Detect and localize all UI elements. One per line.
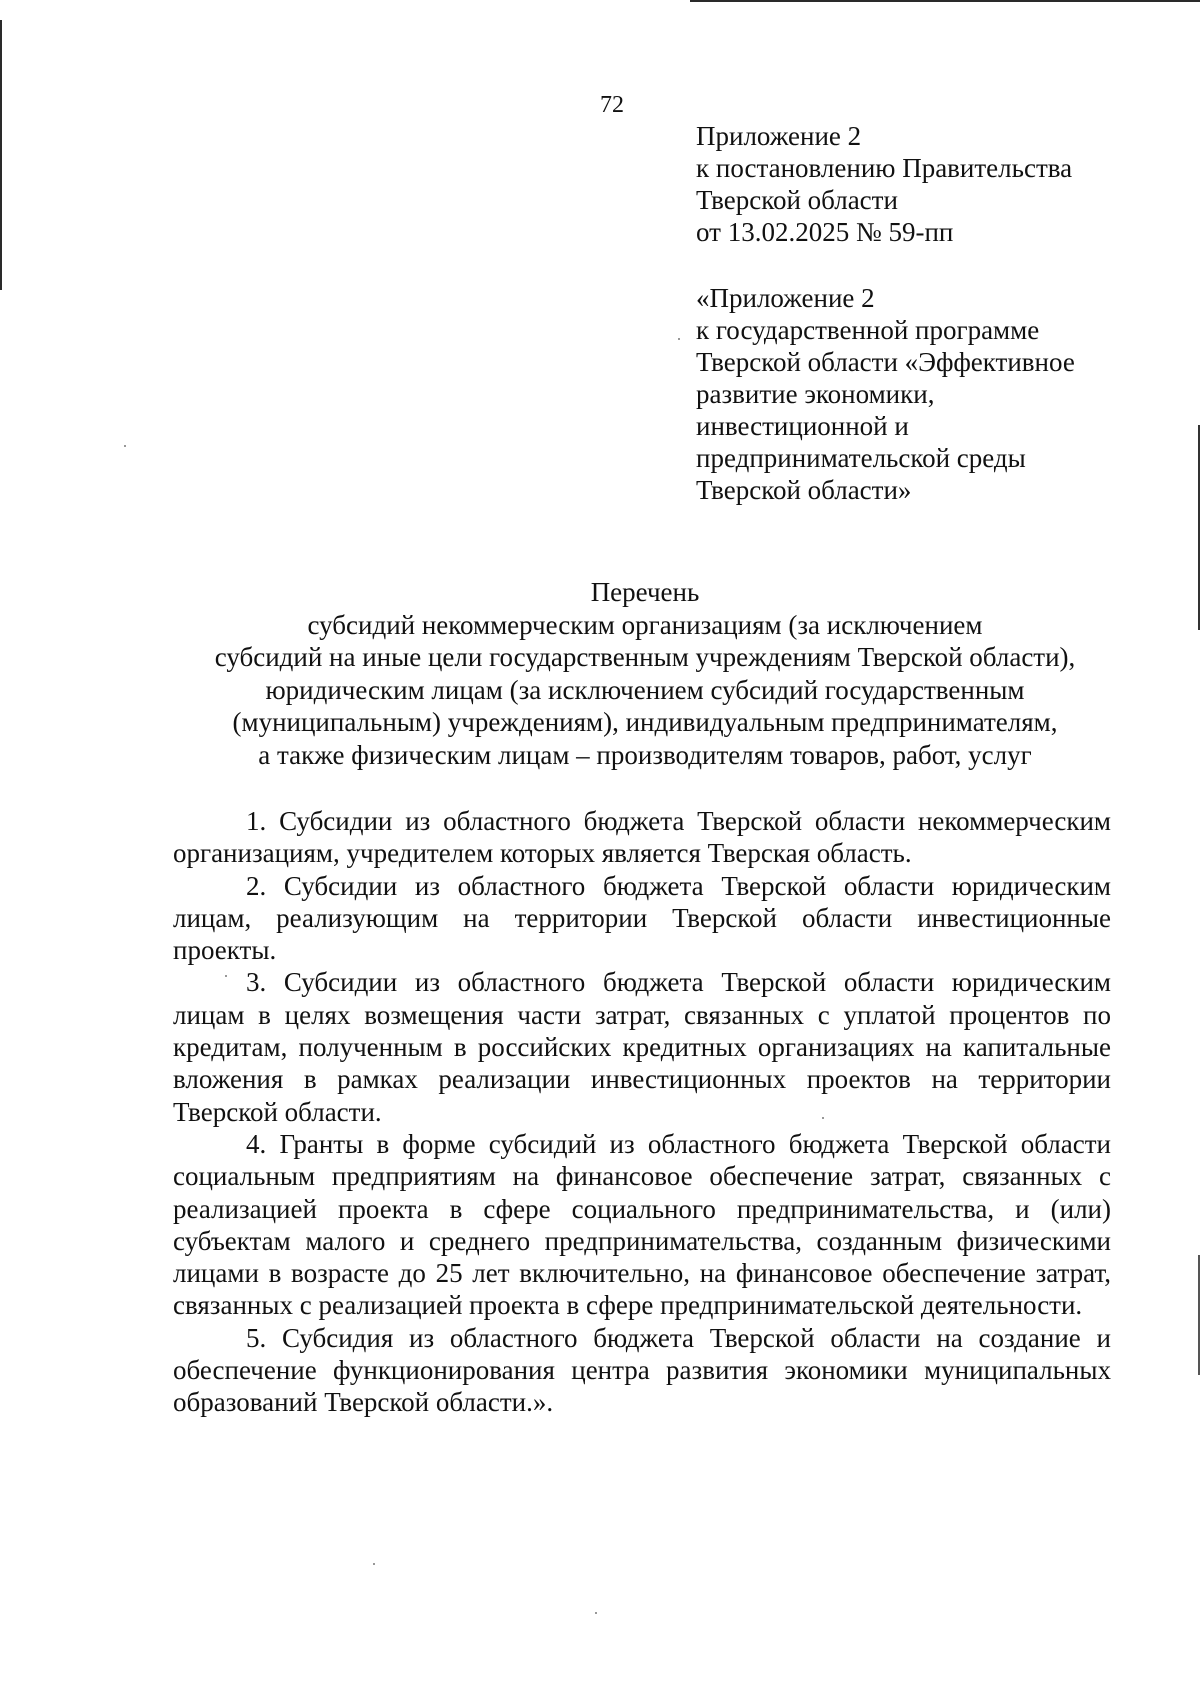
- program-annex-line: развитие экономики,: [696, 379, 935, 409]
- scan-edge-top: [690, 0, 1200, 2]
- program-annex-line: Тверской области «Эффективное: [696, 347, 1075, 377]
- scan-speck: [678, 338, 680, 340]
- scan-speck: [373, 1563, 375, 1565]
- scan-speck: [595, 1612, 597, 1614]
- subsidy-list: [173, 805, 1111, 1419]
- list-item: 5. Субсидия из областного бюджета Тверской области на создание и обеспечение функционирования центра развития экономики муниципальных образований Тверской области.».: [173, 1322, 1111, 1418]
- page-number: 72: [600, 92, 624, 118]
- program-annex-line: к государственной программе: [696, 315, 1040, 345]
- program-annex-line: предпринимательской среды: [696, 443, 1026, 473]
- program-annex-line: «Приложение 2: [696, 283, 875, 313]
- annex-header-line: к постановлению Правительства: [696, 153, 1073, 183]
- heading-line: субсидий на иные цели государственным учреждениям Тверской области),: [214, 642, 1076, 672]
- program-annex-line: инвестиционной и: [696, 411, 909, 441]
- heading-title: Перечень: [590, 577, 700, 607]
- scan-speck: [124, 445, 126, 447]
- document-heading: [170, 576, 1120, 771]
- heading-line: субсидий некоммерческим организациям (за исключением: [307, 609, 983, 640]
- heading-line: а также физическим лицам – производителям товаров, работ, услуг: [258, 739, 1032, 770]
- list-item: 1. Субсидии из областного бюджета Тверской области некоммерческим организациям, учредителем которых является Тверская область.: [173, 806, 1111, 869]
- list-item: 4. Гранты в форме субсидий из областного бюджета Тверской области социальным предприятиям на финансовое обеспечение затрат, связанных с реализацией проекта в сфере социального предпринимательства, и (или) субъектам малого и среднего предпринимательства, созданным физическими лицами в возрасте до 25 лет включительно, на финансовое обеспечение затрат, связанных с реализацией проекта в сфере предпринимательской деятельности.: [173, 1128, 1111, 1321]
- annex-header-line: Приложение 2: [696, 121, 862, 151]
- annex-header-line: от 13.02.2025 № 59-пп: [696, 217, 954, 247]
- heading-line: юридическим лицам (за исключением субсидий государственным: [265, 674, 1025, 705]
- list-item: 3. Субсидии из областного бюджета Тверской области юридическим лицам в целях возмещения части затрат, связанных с уплатой процентов по кредитам, полученным в российских кредитных организациях на капитальные вложения в рамках реализации инвестиционных проектов на территории Тверской области.: [173, 967, 1111, 1127]
- annex-header-line: Тверской области: [696, 185, 898, 215]
- scan-edge-left: [0, 20, 2, 290]
- program-annex-header: [696, 282, 1176, 506]
- program-annex-line: Тверской области»: [696, 475, 912, 505]
- annex-header: [696, 120, 1176, 248]
- heading-line: (муниципальным) учреждениям), индивидуальным предпринимателям,: [232, 707, 1058, 737]
- list-item: 2. Субсидии из областного бюджета Тверской области юридическим лицам, реализующим на территории Тверской области инвестиционные проекты.: [173, 870, 1111, 966]
